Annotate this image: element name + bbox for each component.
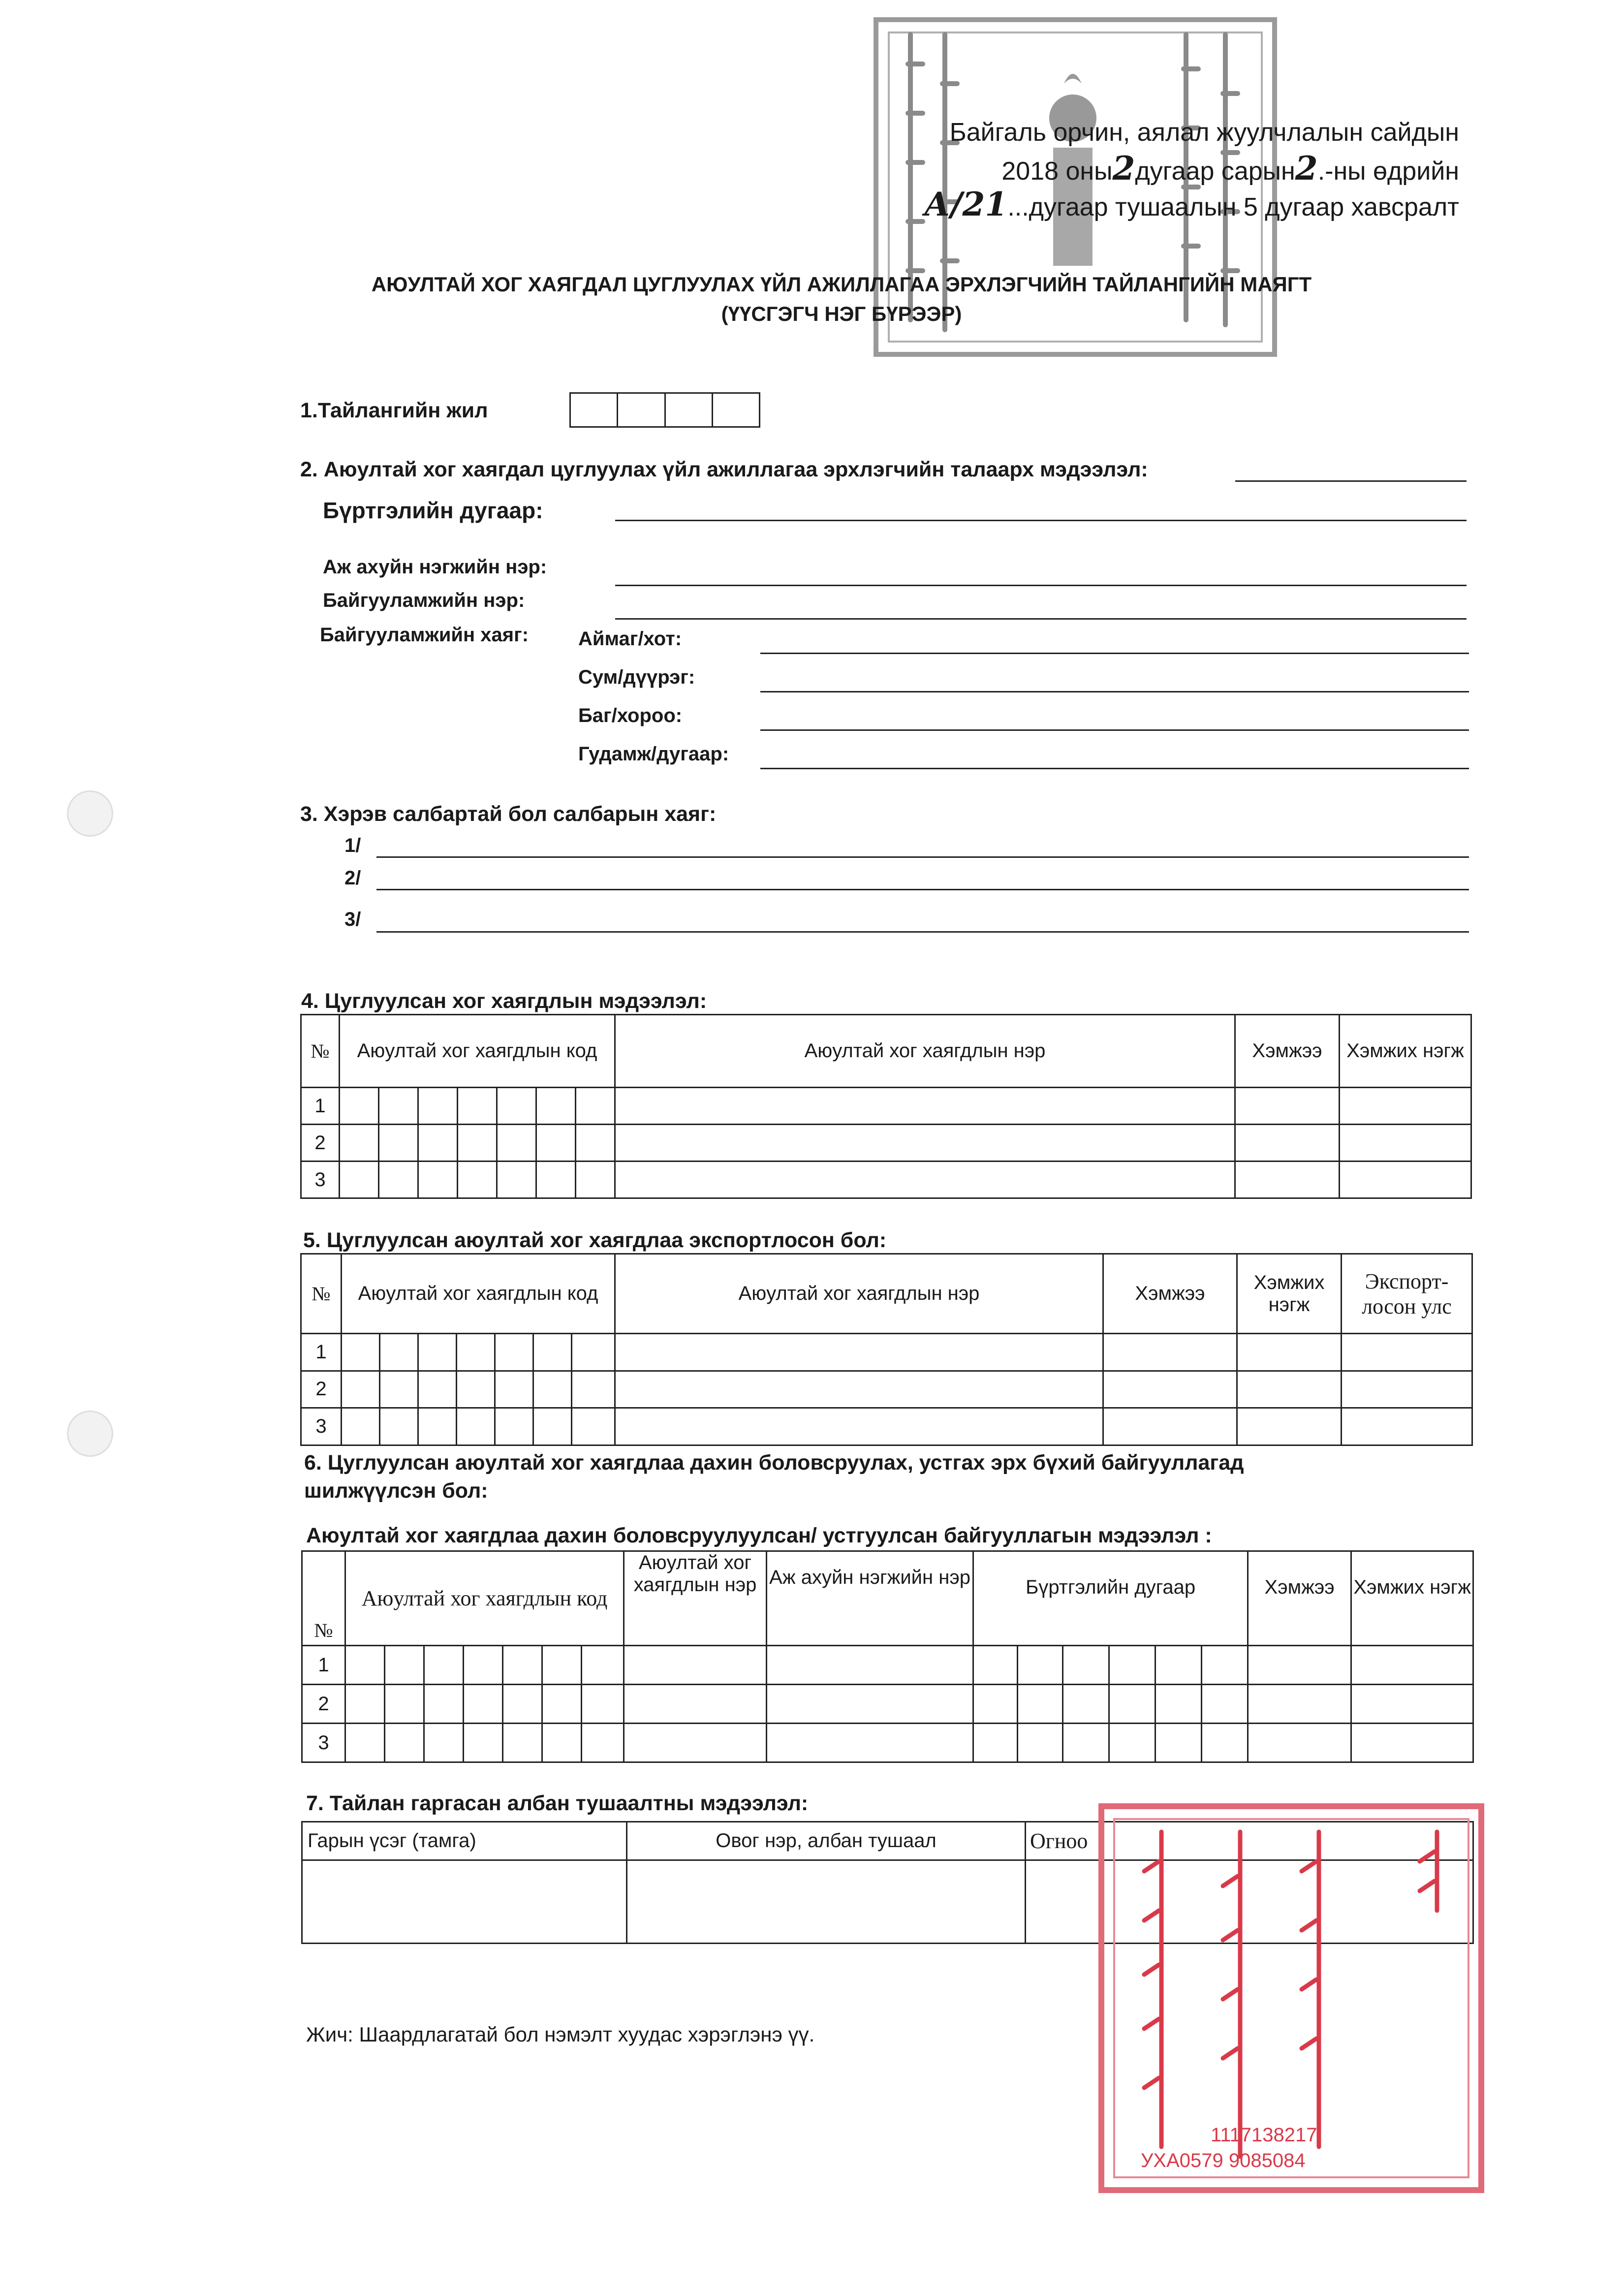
reg-cell[interactable]: [1018, 1724, 1063, 1762]
section-1-label: 1.Тайлангийн жил: [300, 399, 488, 422]
section-3-heading: 3. Хэрэв салбартай бол салбарын хаяг:: [300, 802, 717, 826]
header-line-1: Байгаль орчин, аялал жуулчлалын сайдын: [949, 118, 1459, 147]
qty-cell[interactable]: [1248, 1724, 1351, 1762]
sum-label: Сум/дүүрэг:: [578, 666, 695, 688]
table-row: [301, 1125, 1471, 1162]
name-cell[interactable]: [624, 1724, 767, 1762]
code-cell[interactable]: [503, 1685, 542, 1724]
code-cell[interactable]: [576, 1088, 615, 1125]
row-number: 1: [301, 1088, 340, 1125]
col-qty-header: Хэмжээ: [1248, 1551, 1351, 1646]
code-cell[interactable]: [576, 1125, 615, 1162]
code-cell[interactable]: [495, 1334, 533, 1371]
reg-cell[interactable]: [1202, 1724, 1248, 1762]
country-cell[interactable]: [1342, 1371, 1472, 1408]
year-digit-box[interactable]: [712, 393, 759, 427]
code-cell[interactable]: [340, 1162, 379, 1198]
col-sign-header: Гарын үсэг (тамга): [302, 1822, 627, 1860]
reg-cell[interactable]: [1109, 1685, 1156, 1724]
qty-cell[interactable]: [1103, 1334, 1237, 1371]
reg-cell[interactable]: [973, 1685, 1018, 1724]
unit-cell[interactable]: [1340, 1125, 1471, 1162]
stamp-number-line-2: УХА0579 9085084: [1141, 2150, 1306, 2171]
reg-cell[interactable]: [1202, 1685, 1248, 1724]
aimag-label: Аймаг/хот:: [578, 628, 682, 650]
col-number-header: №: [301, 1015, 340, 1088]
code-cell[interactable]: [342, 1371, 380, 1408]
collected-waste-table: [300, 1014, 1472, 1199]
code-cell[interactable]: [497, 1125, 536, 1162]
unit-cell[interactable]: [1351, 1685, 1473, 1724]
reg-cell[interactable]: [973, 1724, 1018, 1762]
reg-cell[interactable]: [1109, 1724, 1156, 1762]
entity-cell[interactable]: [767, 1724, 973, 1762]
code-cell[interactable]: [464, 1724, 503, 1762]
col-number-header: №: [301, 1254, 342, 1334]
name-cell[interactable]: [615, 1334, 1103, 1371]
branch-3-label: 3/: [344, 909, 361, 930]
code-cell[interactable]: [340, 1088, 379, 1125]
reg-cell[interactable]: [1018, 1685, 1063, 1724]
code-cell[interactable]: [572, 1371, 615, 1408]
col-name-position-header: Овог нэр, албан тушаал: [627, 1822, 1026, 1860]
reg-cell[interactable]: [973, 1646, 1018, 1685]
bag-label: Баг/хороо:: [578, 705, 683, 726]
year-digit-box[interactable]: [665, 393, 712, 427]
code-cell[interactable]: [385, 1724, 424, 1762]
code-cell[interactable]: [582, 1685, 624, 1724]
code-cell[interactable]: [572, 1334, 615, 1371]
code-cell[interactable]: [458, 1125, 497, 1162]
section-2-heading-line[interactable]: [1235, 480, 1467, 482]
code-cell[interactable]: [458, 1162, 497, 1198]
col-country-header: Экспорт- лосон улс: [1342, 1254, 1472, 1334]
col-code-header: Аюултай хог хаягдлын код: [345, 1551, 624, 1646]
facility-name-label: Байгууламжийн нэр:: [323, 590, 525, 611]
code-cell[interactable]: [418, 1162, 458, 1198]
facility-address-label: Байгууламжийн хаяг:: [320, 624, 529, 646]
reg-number-label: Бүртгэлийн дугаар:: [323, 498, 543, 523]
col-unit-header: Хэмжих нэгж: [1237, 1254, 1342, 1334]
street-label: Гудамж/дугаар:: [578, 743, 729, 765]
section-7-heading: 7. Тайлан гаргасан албан тушаалтны мэдээлэл:: [306, 1791, 809, 1815]
code-cell[interactable]: [582, 1646, 624, 1685]
branch-1-field[interactable]: [376, 856, 1469, 858]
code-cell[interactable]: [345, 1685, 385, 1724]
branch-1-label: 1/: [344, 835, 361, 856]
table-row: [301, 1334, 1472, 1371]
row-number: 1: [302, 1646, 345, 1685]
code-cell[interactable]: [497, 1088, 536, 1125]
entity-name-field[interactable]: [615, 585, 1467, 586]
handwritten-order-number: А/21: [924, 185, 1008, 223]
col-unit-header: Хэмжих нэгж: [1351, 1551, 1473, 1646]
table-row: [301, 1162, 1471, 1198]
table-row: [302, 1646, 1473, 1685]
code-cell[interactable]: [340, 1125, 379, 1162]
footnote: Жич: Шаардлагатай бол нэмэлт хуудас хэрэглэнэ үү.: [306, 2023, 815, 2046]
code-cell[interactable]: [385, 1685, 424, 1724]
col-name-header: Аюултай хог хаягдлын нэр: [615, 1015, 1235, 1088]
code-cell[interactable]: [458, 1088, 497, 1125]
unit-cell[interactable]: [1351, 1646, 1473, 1685]
branch-2-label: 2/: [344, 867, 361, 889]
reg-cell[interactable]: [1156, 1685, 1202, 1724]
code-cell[interactable]: [379, 1162, 418, 1198]
entity-cell[interactable]: [767, 1646, 973, 1685]
punch-hole-top: [67, 790, 113, 837]
reg-cell[interactable]: [1202, 1646, 1248, 1685]
table-row: [301, 1408, 1472, 1445]
col-name-header: Аюултай хог хаягдлын нэр: [615, 1254, 1103, 1334]
row-number: 3: [301, 1162, 340, 1198]
code-cell[interactable]: [536, 1125, 576, 1162]
form-title: АЮУЛТАЙ ХОГ ХАЯГДАЛ ЦУГЛУУЛАХ ҮЙЛ АЖИЛЛАГАА ЭРХЛЭГЧИЙН ТАЙЛАНГИЙН МАЯГТ (ҮҮСГЭГЧ НЭГ БҮРЭЭР): [371, 273, 1312, 325]
code-cell[interactable]: [342, 1408, 380, 1445]
punch-hole-bottom: [67, 1411, 113, 1457]
country-cell[interactable]: [1342, 1334, 1472, 1371]
section-2-heading: 2. Аюултай хог хаягдал цуглуулах үйл ажиллагаа эрхлэгчийн талаарх мэдээлэл:: [300, 458, 1148, 481]
col-entity-header: Аж ахуйн нэгжийн нэр: [767, 1551, 973, 1646]
transferred-waste-table: [301, 1550, 1474, 1763]
code-cell[interactable]: [464, 1646, 503, 1685]
code-cell[interactable]: [464, 1685, 503, 1724]
table-row: [301, 1371, 1472, 1408]
unit-cell[interactable]: [1351, 1724, 1473, 1762]
table-row: [301, 1088, 1471, 1125]
code-cell[interactable]: [572, 1408, 615, 1445]
table-row: [302, 1724, 1473, 1762]
code-cell[interactable]: [379, 1088, 418, 1125]
code-cell[interactable]: [542, 1646, 582, 1685]
company-stamp: [1097, 1802, 1486, 2196]
code-cell[interactable]: [418, 1408, 457, 1445]
section-4-heading: 4. Цуглуулсан хог хаягдлын мэдээлэл:: [301, 989, 707, 1013]
exported-waste-table: [300, 1253, 1473, 1446]
qty-cell[interactable]: [1235, 1125, 1340, 1162]
reg-cell[interactable]: [1063, 1724, 1109, 1762]
header-line-3: А/21...дугаар тушаалын 5 дугаар хавсралт: [924, 185, 1459, 223]
unit-cell[interactable]: [1237, 1408, 1342, 1445]
qty-cell[interactable]: [1248, 1685, 1351, 1724]
row-number: 1: [301, 1334, 342, 1371]
row-number: 2: [301, 1371, 342, 1408]
sign-cell[interactable]: [302, 1860, 627, 1944]
name-cell[interactable]: [615, 1088, 1235, 1125]
code-cell[interactable]: [418, 1125, 458, 1162]
row-number: 2: [302, 1685, 345, 1724]
handwritten-day: 2: [1295, 149, 1318, 188]
reg-cell[interactable]: [1018, 1646, 1063, 1685]
code-cell[interactable]: [495, 1408, 533, 1445]
code-cell[interactable]: [380, 1408, 418, 1445]
qty-cell[interactable]: [1248, 1646, 1351, 1685]
code-cell[interactable]: [345, 1724, 385, 1762]
reg-cell[interactable]: [1063, 1646, 1109, 1685]
col-code-header: Аюултай хог хаягдлын код: [342, 1254, 615, 1334]
code-cell[interactable]: [457, 1408, 495, 1445]
reg-cell[interactable]: [1063, 1685, 1109, 1724]
code-cell[interactable]: [503, 1646, 542, 1685]
col-code-header: Аюултай хог хаягдлын код: [340, 1015, 615, 1088]
code-cell[interactable]: [424, 1685, 464, 1724]
code-cell[interactable]: [536, 1162, 576, 1198]
code-cell[interactable]: [424, 1724, 464, 1762]
stamp-number-line-1: 1117138217: [1211, 2124, 1317, 2146]
col-qty-header: Хэмжээ: [1103, 1254, 1237, 1334]
code-cell[interactable]: [380, 1371, 418, 1408]
col-date-header: Огноо: [1026, 1822, 1473, 1860]
code-cell[interactable]: [536, 1088, 576, 1125]
aimag-field[interactable]: [760, 653, 1469, 654]
code-cell[interactable]: [345, 1646, 385, 1685]
unit-cell[interactable]: [1340, 1162, 1471, 1198]
code-cell[interactable]: [582, 1724, 624, 1762]
code-cell[interactable]: [457, 1371, 495, 1408]
sum-field[interactable]: [760, 691, 1469, 692]
col-unit-header: Хэмжих нэгж: [1340, 1015, 1471, 1088]
qty-cell[interactable]: [1103, 1408, 1237, 1445]
bag-field[interactable]: [760, 729, 1469, 731]
unit-cell[interactable]: [1237, 1371, 1342, 1408]
col-name-header: Аюултай хог хаягдлын нэр: [624, 1551, 767, 1646]
name-cell[interactable]: [624, 1646, 767, 1685]
qty-cell[interactable]: [1103, 1371, 1237, 1408]
row-number: 3: [302, 1724, 345, 1762]
header-line-2: 2018 оны2дугаар сарын2.-ны өдрийн: [1001, 149, 1459, 188]
code-cell[interactable]: [418, 1088, 458, 1125]
report-year-boxes: [569, 392, 760, 428]
section-5-heading: 5. Цуглуулсан аюултай хог хаягдлаа экспортлосон бол:: [303, 1228, 887, 1252]
table-row: [302, 1685, 1473, 1724]
code-cell[interactable]: [542, 1685, 582, 1724]
name-cell[interactable]: [615, 1371, 1103, 1408]
year-digit-box[interactable]: [570, 393, 618, 427]
code-cell[interactable]: [379, 1125, 418, 1162]
name-cell[interactable]: [615, 1125, 1235, 1162]
entity-name-label: Аж ахуйн нэгжийн нэр:: [323, 556, 547, 578]
branch-2-field[interactable]: [376, 889, 1469, 890]
code-cell[interactable]: [418, 1334, 457, 1371]
reg-cell[interactable]: [1156, 1646, 1202, 1685]
country-cell[interactable]: [1342, 1408, 1472, 1445]
name-cell[interactable]: [624, 1685, 767, 1724]
section-6-heading: 6. Цуглуулсан аюултай хог хаягдлаа дахин боловсруулах, устгах эрх бүхий байгууллагад шилжүүлсэн бол:: [304, 1451, 1244, 1503]
branch-3-field[interactable]: [376, 931, 1469, 933]
code-cell[interactable]: [380, 1334, 418, 1371]
code-cell[interactable]: [533, 1408, 572, 1445]
qty-cell[interactable]: [1235, 1088, 1340, 1125]
year-digit-box[interactable]: [618, 393, 665, 427]
reg-cell[interactable]: [1156, 1724, 1202, 1762]
code-cell[interactable]: [533, 1371, 572, 1408]
qty-cell[interactable]: [1235, 1162, 1340, 1198]
entity-cell[interactable]: [767, 1685, 973, 1724]
code-cell[interactable]: [342, 1334, 380, 1371]
unit-cell[interactable]: [1340, 1088, 1471, 1125]
name-cell[interactable]: [615, 1408, 1103, 1445]
code-cell[interactable]: [542, 1724, 582, 1762]
code-cell[interactable]: [495, 1371, 533, 1408]
code-cell[interactable]: [503, 1724, 542, 1762]
code-cell[interactable]: [533, 1334, 572, 1371]
reg-number-field[interactable]: [615, 520, 1467, 521]
col-qty-header: Хэмжээ: [1235, 1015, 1340, 1088]
code-cell[interactable]: [497, 1162, 536, 1198]
col-number-header: №: [302, 1551, 345, 1646]
street-field[interactable]: [760, 768, 1469, 769]
facility-name-field[interactable]: [615, 618, 1467, 620]
reg-cell[interactable]: [1109, 1646, 1156, 1685]
code-cell[interactable]: [457, 1334, 495, 1371]
col-reg-header: Бүртгэлийн дугаар: [973, 1551, 1248, 1646]
section-6-subheading: Аюултай хог хаягдлаа дахин боловсруулуулсан/ устгуулсан байгууллагын мэдээлэл :: [306, 1524, 1212, 1547]
row-number: 2: [301, 1125, 340, 1162]
handwritten-month: 2: [1112, 149, 1135, 188]
code-cell[interactable]: [418, 1371, 457, 1408]
code-cell[interactable]: [424, 1646, 464, 1685]
code-cell[interactable]: [385, 1646, 424, 1685]
code-cell[interactable]: [576, 1162, 615, 1198]
name-position-cell[interactable]: [627, 1860, 1026, 1944]
unit-cell[interactable]: [1237, 1334, 1342, 1371]
row-number: 3: [301, 1408, 342, 1445]
name-cell[interactable]: [615, 1162, 1235, 1198]
